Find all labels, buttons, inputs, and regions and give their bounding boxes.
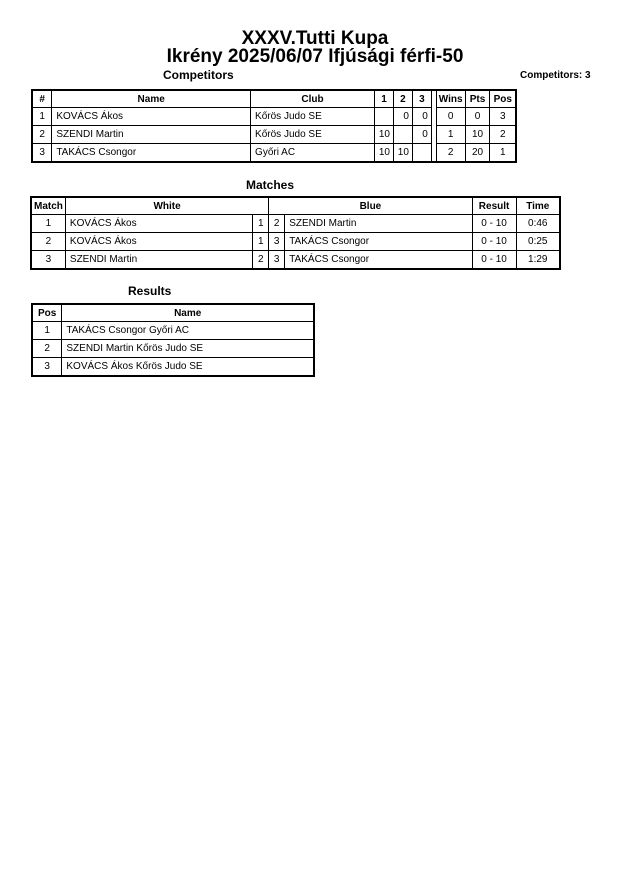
event-title: XXXV.Tutti Kupa (241, 28, 389, 49)
table-row (32, 340, 314, 358)
table-row (32, 358, 314, 377)
cell-pos: 1 (32, 322, 62, 340)
cell-club: Kőrös Judo SE (251, 126, 375, 144)
cell-wins: 1 (436, 126, 465, 144)
col-score-3: 3 (412, 90, 431, 108)
cell-white: KOVÁCS Ákos (65, 233, 252, 251)
results-heading: Results (128, 284, 172, 298)
col-match: Match (31, 197, 65, 215)
col-blue: Blue (269, 197, 472, 215)
cell-name: SZENDI Martin Kőrös Judo SE (62, 340, 314, 358)
cell-score-2: 10 (393, 144, 412, 163)
matches-heading: Matches (246, 178, 295, 192)
col-club: Club (251, 90, 375, 108)
cell-score-2: 0 (393, 108, 412, 126)
cell-time: 0:46 (516, 215, 560, 233)
col-time: Time (516, 197, 560, 215)
cell-match: 1 (31, 215, 65, 233)
cell-match: 2 (31, 233, 65, 251)
cell-score-1: 10 (375, 126, 394, 144)
competitors-header-row (32, 90, 516, 108)
cell-num: 1 (32, 108, 52, 126)
col-score-2: 2 (393, 90, 412, 108)
col-pos: Pos (490, 90, 516, 108)
cell-name: TAKÁCS Csongor Győri AC (62, 322, 314, 340)
cell-result: 0 - 10 (472, 233, 516, 251)
cell-pos: 3 (490, 108, 516, 126)
cell-blue-num: 2 (269, 215, 285, 233)
event-subtitle: Ikrény 2025/06/07 Ifjúsági férfi-50 (166, 46, 464, 67)
cell-name: KOVÁCS Ákos Kőrös Judo SE (62, 358, 314, 377)
cell-name: TAKÁCS Csongor (52, 144, 251, 163)
cell-blue: TAKÁCS Csongor (285, 233, 472, 251)
cell-pos: 1 (490, 144, 516, 163)
results-table (31, 303, 315, 377)
cell-blue: TAKÁCS Csongor (285, 251, 472, 270)
cell-score-3 (412, 144, 431, 163)
competitors-heading: Competitors (163, 68, 234, 82)
competitors-count: Competitors: 3 (520, 70, 591, 81)
cell-blue-num: 3 (269, 233, 285, 251)
cell-pos: 2 (32, 340, 62, 358)
cell-time: 0:25 (516, 233, 560, 251)
cell-blue: SZENDI Martin (285, 215, 472, 233)
cell-score-1: 10 (375, 144, 394, 163)
cell-club: Győri AC (251, 144, 375, 163)
results-header-row (32, 304, 314, 322)
competitors-table (31, 89, 517, 163)
table-row (31, 233, 560, 251)
cell-name: SZENDI Martin (52, 126, 251, 144)
cell-white-num: 2 (253, 251, 269, 270)
cell-score-2 (393, 126, 412, 144)
cell-blue-num: 3 (269, 251, 285, 270)
cell-white-num: 1 (253, 215, 269, 233)
table-row (31, 251, 560, 270)
col-score-1: 1 (375, 90, 394, 108)
col-result: Result (472, 197, 516, 215)
table-row (31, 215, 560, 233)
cell-white: KOVÁCS Ákos (65, 215, 252, 233)
cell-white: SZENDI Martin (65, 251, 252, 270)
cell-pts: 0 (465, 108, 490, 126)
col-name: Name (62, 304, 314, 322)
table-row (32, 126, 516, 144)
col-pos: Pos (32, 304, 62, 322)
table-row (32, 108, 516, 126)
table-row (32, 144, 516, 163)
col-name: Name (52, 90, 251, 108)
col-white: White (65, 197, 268, 215)
cell-pos: 3 (32, 358, 62, 377)
cell-num: 3 (32, 144, 52, 163)
col-pts: Pts (465, 90, 490, 108)
cell-pos: 2 (490, 126, 516, 144)
matches-header-row (31, 197, 560, 215)
cell-white-num: 1 (253, 233, 269, 251)
cell-wins: 2 (436, 144, 465, 163)
cell-wins: 0 (436, 108, 465, 126)
table-row (32, 322, 314, 340)
cell-club: Kőrös Judo SE (251, 108, 375, 126)
cell-pts: 20 (465, 144, 490, 163)
cell-result: 0 - 10 (472, 215, 516, 233)
cell-score-3: 0 (412, 126, 431, 144)
col-num: # (32, 90, 52, 108)
cell-result: 0 - 10 (472, 251, 516, 270)
cell-match: 3 (31, 251, 65, 270)
cell-name: KOVÁCS Ákos (52, 108, 251, 126)
matches-table (30, 196, 561, 270)
cell-num: 2 (32, 126, 52, 144)
cell-pts: 10 (465, 126, 490, 144)
col-wins: Wins (436, 90, 465, 108)
cell-time: 1:29 (516, 251, 560, 270)
cell-score-1 (375, 108, 394, 126)
cell-score-3: 0 (412, 108, 431, 126)
